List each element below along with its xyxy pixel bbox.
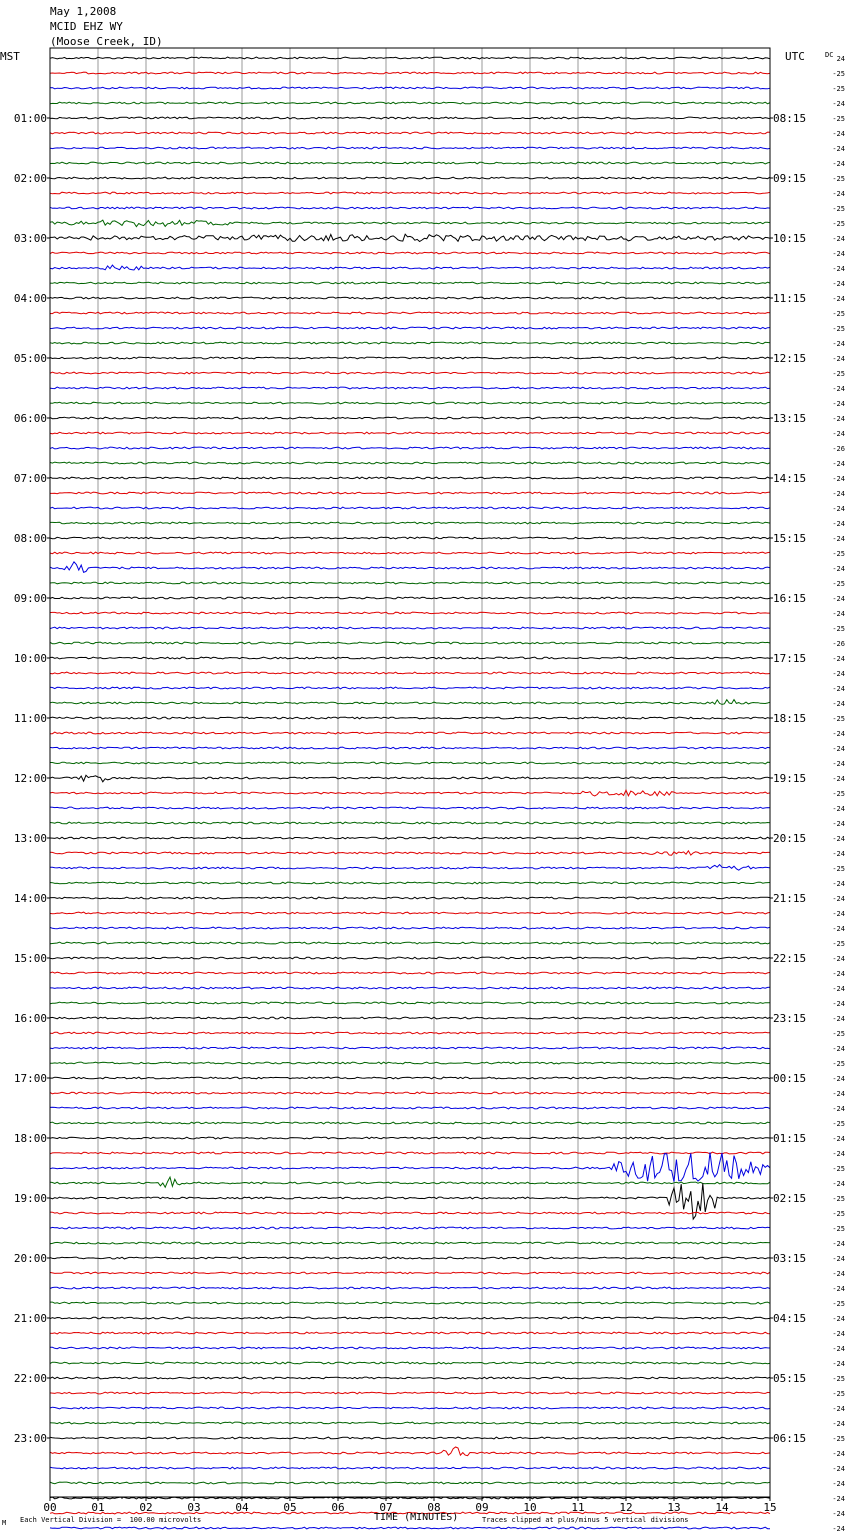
- trace-line: [50, 927, 770, 929]
- trace-line: [50, 851, 770, 855]
- header-date: May 1,2008: [50, 5, 117, 18]
- trace-line: [50, 1272, 770, 1274]
- trace-line: [50, 1467, 770, 1469]
- trace-line: [50, 1317, 770, 1319]
- trace-line: [50, 1122, 770, 1124]
- dc-offset-value: -24: [832, 1075, 845, 1083]
- dc-offset-value: -24: [832, 505, 845, 513]
- right-hour-label: 08:15: [773, 112, 807, 125]
- dc-offset-value: -24: [832, 895, 845, 903]
- trace-line: [50, 942, 770, 944]
- dc-offset-value: -24: [832, 355, 845, 363]
- dc-offset-value: -25: [832, 1210, 845, 1218]
- dc-offset-value: -24: [832, 475, 845, 483]
- trace-line: [50, 700, 770, 705]
- trace-line: [50, 147, 770, 149]
- trace-line: [50, 1347, 770, 1349]
- dc-offset-value: -24: [832, 1270, 845, 1278]
- x-tick-label: 09: [475, 1501, 489, 1514]
- dc-offset-value: -25: [832, 1375, 845, 1383]
- dc-offset-value: -24: [832, 745, 845, 753]
- dc-offset-value: -26: [832, 640, 845, 648]
- corner-mark: M: [2, 1519, 7, 1527]
- trace-line: [50, 865, 770, 871]
- header-location: (Moose Creek, ID): [50, 35, 163, 48]
- dc-offset-value: -24: [832, 1150, 845, 1158]
- x-tick-label: 11: [571, 1501, 585, 1514]
- trace-line: [50, 57, 770, 59]
- dc-offset-value: -24: [832, 130, 845, 138]
- trace-line: [50, 312, 770, 314]
- trace-line: [50, 1152, 770, 1154]
- left-hour-label: 10:00: [13, 652, 47, 665]
- dc-offset-value: -24: [832, 880, 845, 888]
- dc-offset-value: -24: [832, 1420, 845, 1428]
- dc-offset-value: -24: [832, 1360, 845, 1368]
- dc-offset-value: -24: [832, 1450, 845, 1458]
- dc-offset-value: -24: [832, 1240, 845, 1248]
- trace-line: [50, 327, 770, 329]
- trace-line: [50, 562, 770, 573]
- right-hour-label: 10:15: [773, 232, 807, 245]
- trace-line: [50, 687, 770, 689]
- dc-offset-value: -24: [832, 280, 845, 288]
- x-tick-label: 06: [331, 1501, 345, 1514]
- dc-offset-value: -24: [832, 535, 845, 543]
- dc-offset-value: -25: [832, 1165, 845, 1173]
- trace-line: [50, 1362, 770, 1364]
- trace-line: [50, 912, 770, 914]
- left-hour-label: 15:00: [13, 952, 47, 965]
- left-hour-label: 13:00: [13, 832, 47, 845]
- dc-offset-value: -24: [832, 415, 845, 423]
- dc-offset-value: -24: [832, 1510, 845, 1518]
- dc-offset-value: -24: [832, 925, 845, 933]
- dc-offset-value: -24: [832, 760, 845, 768]
- dc-offset-value: -24: [832, 670, 845, 678]
- x-tick-label: 03: [187, 1501, 201, 1514]
- trace-line: [50, 522, 770, 524]
- right-hour-label: 17:15: [773, 652, 807, 665]
- dc-offset-value: -25: [832, 865, 845, 873]
- dc-offset-value: -24: [832, 565, 845, 573]
- header-station: MCID EHZ WY: [50, 20, 123, 33]
- trace-line: [50, 775, 770, 782]
- trace-line: [50, 357, 770, 359]
- dc-offset-value: -25: [832, 325, 845, 333]
- trace-line: [50, 265, 770, 270]
- trace-line: [50, 1242, 770, 1244]
- trace-line: [50, 1212, 770, 1214]
- dc-offset-value: -25: [832, 1030, 845, 1038]
- trace-line: [50, 417, 770, 419]
- dc-offset-value: -24: [832, 460, 845, 468]
- trace-line: [50, 1527, 770, 1529]
- trace-line: [50, 987, 770, 989]
- trace-line: [50, 552, 770, 554]
- trace-line: [50, 507, 770, 509]
- left-hour-label: 22:00: [13, 1372, 47, 1385]
- dc-offset-value: -24: [832, 1495, 845, 1503]
- dc-offset-value: -25: [832, 1120, 845, 1128]
- dc-offset-value: -24: [832, 1180, 845, 1188]
- right-hour-label: 15:15: [773, 532, 807, 545]
- trace-line: [50, 1482, 770, 1484]
- trace-line: [50, 717, 770, 719]
- x-tick-label: 15: [763, 1501, 777, 1514]
- left-hour-label: 03:00: [13, 232, 47, 245]
- trace-line: [50, 657, 770, 659]
- dc-offset-value: -24: [832, 265, 845, 273]
- left-hour-label: 08:00: [13, 532, 47, 545]
- right-hour-label: 00:15: [773, 1072, 807, 1085]
- right-hour-label: 04:15: [773, 1312, 807, 1325]
- trace-line: [50, 1137, 770, 1139]
- dc-offset-value: -24: [832, 145, 845, 153]
- trace-line: [50, 642, 770, 644]
- trace-line: [50, 1302, 770, 1304]
- dc-offset-value: -24: [832, 595, 845, 603]
- dc-offset-value: -24: [832, 685, 845, 693]
- dc-offset-value: -24: [832, 250, 845, 258]
- right-hour-label: 19:15: [773, 772, 807, 785]
- dc-offset-value: -24: [832, 1285, 845, 1293]
- right-hour-label: 12:15: [773, 352, 807, 365]
- dc-offset-value: -24: [832, 1255, 845, 1263]
- right-hour-label: 23:15: [773, 1012, 807, 1025]
- right-hour-label: 06:15: [773, 1432, 807, 1445]
- trace-line: [50, 387, 770, 389]
- trace-line: [50, 1177, 770, 1187]
- dc-offset-value: -25: [832, 85, 845, 93]
- dc-offset-value: -24: [832, 400, 845, 408]
- right-hour-label: 18:15: [773, 712, 807, 725]
- trace-line: [50, 1002, 770, 1004]
- dc-offset-value: -24: [832, 385, 845, 393]
- trace-line: [50, 297, 770, 299]
- dc-offset-value: -24: [832, 835, 845, 843]
- dc-label: DC: [825, 51, 834, 59]
- dc-offset-value: -25: [832, 1435, 845, 1443]
- trace-line: [50, 1447, 770, 1456]
- dc-offset-value: -24: [832, 160, 845, 168]
- x-tick-label: 00: [43, 1501, 57, 1514]
- left-hour-label: 05:00: [13, 352, 47, 365]
- trace-line: [50, 1077, 770, 1079]
- trace-line: [50, 1407, 770, 1409]
- x-tick-label: 10: [523, 1501, 537, 1514]
- right-hour-label: 21:15: [773, 892, 807, 905]
- dc-offset-value: -24: [832, 1330, 845, 1338]
- trace-line: [50, 1332, 770, 1334]
- dc-offset-value: -24: [832, 850, 845, 858]
- x-tick-label: 05: [283, 1501, 297, 1514]
- trace-line: [50, 1092, 770, 1094]
- right-hour-label: 05:15: [773, 1372, 807, 1385]
- dc-offset-value: -25: [832, 115, 845, 123]
- x-tick-label: 12: [619, 1501, 633, 1514]
- left-hour-label: 12:00: [13, 772, 47, 785]
- trace-line: [50, 1107, 770, 1109]
- right-hour-label: 03:15: [773, 1252, 807, 1265]
- trace-line: [50, 87, 770, 89]
- trace-line: [50, 1287, 770, 1289]
- dc-offset-value: -25: [832, 175, 845, 183]
- dc-offset-value: -24: [832, 1405, 845, 1413]
- trace-line: [50, 462, 770, 464]
- scale-note: Each Vertical Division = 100.00 microvolts: [20, 1516, 202, 1524]
- dc-offset-value: -24: [832, 1345, 845, 1353]
- trace-line: [50, 402, 770, 404]
- x-tick-label: 01: [91, 1501, 105, 1514]
- trace-line: [50, 612, 770, 614]
- trace-line: [50, 477, 770, 479]
- dc-offset-value: -25: [832, 370, 845, 378]
- dc-offset-value: -25: [832, 1195, 845, 1203]
- trace-line: [50, 1047, 770, 1049]
- trace-line: [50, 732, 770, 734]
- dc-offset-value: -24: [832, 520, 845, 528]
- trace-line: [50, 762, 770, 764]
- dc-offset-value: -24: [832, 1525, 845, 1533]
- dc-offset-value: -25: [832, 310, 845, 318]
- trace-line: [50, 1152, 770, 1181]
- dc-offset-value: -24: [832, 1090, 845, 1098]
- dc-offset-value: -25: [832, 940, 845, 948]
- trace-line: [50, 747, 770, 749]
- trace-line: [50, 882, 770, 884]
- dc-offset-value: -24: [832, 700, 845, 708]
- dc-offset-value: -24: [832, 100, 845, 108]
- trace-line: [50, 1377, 770, 1379]
- x-tick-label: 13: [667, 1501, 681, 1514]
- left-hour-label: 20:00: [13, 1252, 47, 1265]
- trace-line: [50, 162, 770, 164]
- dc-offset-value: -24: [832, 955, 845, 963]
- dc-offset-value: -24: [832, 430, 845, 438]
- dc-offset-value: -24: [832, 235, 845, 243]
- left-hour-label: 21:00: [13, 1312, 47, 1325]
- trace-line: [50, 432, 770, 434]
- x-tick-label: 07: [379, 1501, 393, 1514]
- dc-offset-value: -24: [832, 655, 845, 663]
- dc-offset-value: -25: [832, 790, 845, 798]
- trace-line: [50, 627, 770, 629]
- trace-line: [50, 537, 770, 539]
- trace-line: [50, 957, 770, 959]
- dc-offset-value: -24: [832, 1045, 845, 1053]
- dc-offset-value: -25: [832, 205, 845, 213]
- trace-line: [50, 342, 770, 344]
- left-hour-label: 14:00: [13, 892, 47, 905]
- dc-offset-value: -24: [832, 820, 845, 828]
- trace-line: [50, 597, 770, 599]
- dc-offset-value: -24: [832, 775, 845, 783]
- dc-offset-value: -26: [832, 445, 845, 453]
- left-hour-label: 18:00: [13, 1132, 47, 1145]
- left-hour-label: 09:00: [13, 592, 47, 605]
- left-hour-label: 07:00: [13, 472, 47, 485]
- right-hour-label: 01:15: [773, 1132, 807, 1145]
- dc-offset-value: -25: [832, 1300, 845, 1308]
- left-hour-label: 06:00: [13, 412, 47, 425]
- dc-offset-value: -24: [832, 1015, 845, 1023]
- trace-line: [50, 672, 770, 674]
- left-hour-label: 16:00: [13, 1012, 47, 1025]
- trace-line: [50, 1227, 770, 1229]
- dc-offset-value: -25: [832, 580, 845, 588]
- right-hour-label: 11:15: [773, 292, 807, 305]
- trace-line: [50, 282, 770, 284]
- trace-line: [50, 447, 770, 449]
- dc-offset-value: -24: [832, 1105, 845, 1113]
- dc-offset-value: -24: [832, 985, 845, 993]
- dc-offset-value: -25: [832, 220, 845, 228]
- trace-line: [50, 1422, 770, 1424]
- left-timezone-label: MST: [0, 50, 20, 63]
- dc-offset-value: -24: [832, 1480, 845, 1488]
- trace-line: [50, 972, 770, 974]
- trace-line: [50, 837, 770, 839]
- right-hour-label: 20:15: [773, 832, 807, 845]
- trace-line: [50, 372, 770, 374]
- trace-line: [50, 102, 770, 104]
- dc-offset-value: -24: [832, 1315, 845, 1323]
- trace-line: [50, 1437, 770, 1439]
- dc-offset-value: -24: [832, 805, 845, 813]
- dc-offset-value: -25: [832, 1060, 845, 1068]
- left-hour-label: 23:00: [13, 1432, 47, 1445]
- x-tick-label: 08: [427, 1501, 441, 1514]
- trace-line: [50, 807, 770, 809]
- trace-line: [50, 220, 770, 227]
- dc-offset-value: -24: [832, 970, 845, 978]
- trace-line: [50, 117, 770, 119]
- dc-offset-value: -24: [832, 910, 845, 918]
- x-tick-label: 04: [235, 1501, 249, 1514]
- clip-note: Traces clipped at plus/minus 5 vertical divisions: [482, 1516, 689, 1524]
- dc-offset-value: -25: [832, 1225, 845, 1233]
- trace-line: [50, 132, 770, 134]
- left-hour-label: 17:00: [13, 1072, 47, 1085]
- x-tick-label: 02: [139, 1501, 153, 1514]
- trace-line: [50, 252, 770, 254]
- right-timezone-label: UTC: [785, 50, 805, 63]
- dc-offset-value: -24: [832, 490, 845, 498]
- left-hour-label: 02:00: [13, 172, 47, 185]
- trace-line: [50, 897, 770, 899]
- right-hour-label: 16:15: [773, 592, 807, 605]
- dc-offset-value: 24: [836, 55, 845, 63]
- trace-line: [50, 582, 770, 584]
- plot-frame: [50, 48, 770, 1497]
- dc-offset-value: -24: [832, 1000, 845, 1008]
- trace-line: [50, 1017, 770, 1019]
- left-hour-label: 01:00: [13, 112, 47, 125]
- trace-line: [50, 72, 770, 74]
- trace-line: [50, 1392, 770, 1394]
- dc-offset-value: -24: [832, 730, 845, 738]
- trace-line: [50, 822, 770, 824]
- right-hour-label: 14:15: [773, 472, 807, 485]
- x-tick-label: 14: [715, 1501, 729, 1514]
- right-hour-label: 13:15: [773, 412, 807, 425]
- trace-line: [50, 207, 770, 209]
- right-hour-label: 02:15: [773, 1192, 807, 1205]
- left-hour-label: 11:00: [13, 712, 47, 725]
- trace-line: [50, 192, 770, 194]
- dc-offset-value: -24: [832, 190, 845, 198]
- dc-offset-value: -25: [832, 625, 845, 633]
- dc-offset-value: -25: [832, 715, 845, 723]
- x-axis-title: TIME (MINUTES): [374, 1512, 459, 1523]
- left-hour-label: 19:00: [13, 1192, 47, 1205]
- right-hour-label: 22:15: [773, 952, 807, 965]
- dc-offset-value: -24: [832, 610, 845, 618]
- trace-line: [50, 1257, 770, 1259]
- dc-offset-value: -24: [832, 340, 845, 348]
- dc-offset-value: -24: [832, 1135, 845, 1143]
- dc-offset-value: -25: [832, 550, 845, 558]
- dc-offset-value: -24: [832, 295, 845, 303]
- dc-offset-value: -24: [832, 1465, 845, 1473]
- trace-line: [50, 1062, 770, 1064]
- trace-line: [50, 790, 770, 796]
- trace-line: [50, 234, 770, 241]
- left-hour-label: 04:00: [13, 292, 47, 305]
- right-hour-label: 09:15: [773, 172, 807, 185]
- dc-offset-value: -25: [832, 70, 845, 78]
- trace-line: [50, 492, 770, 494]
- dc-offset-value: -25: [832, 1390, 845, 1398]
- trace-line: [50, 177, 770, 179]
- trace-line: [50, 1032, 770, 1034]
